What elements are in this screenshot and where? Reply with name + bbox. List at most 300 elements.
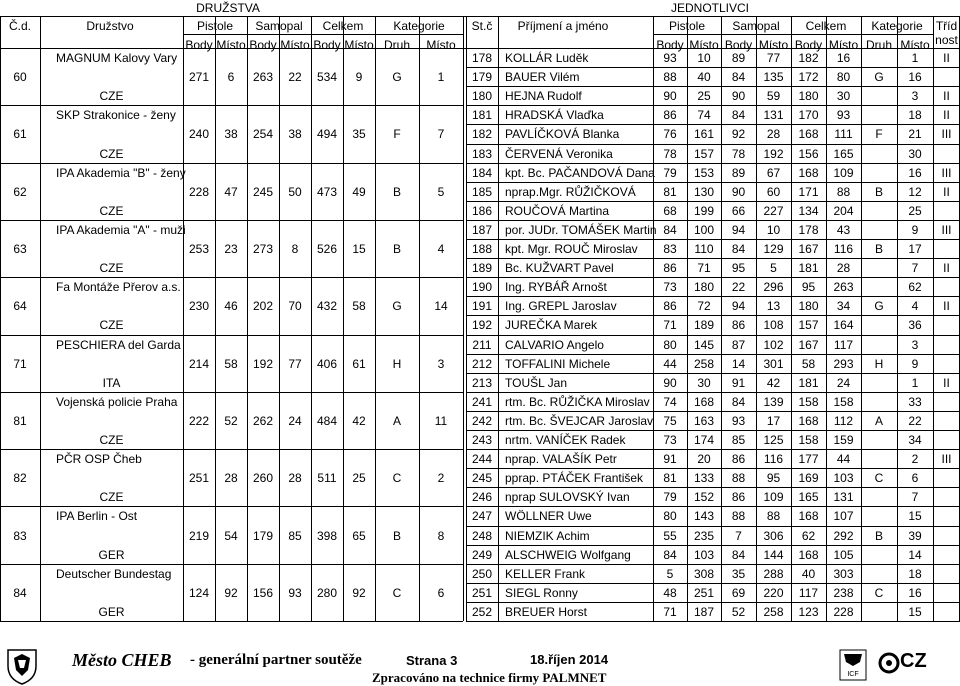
competitor-cm: 28: [836, 261, 851, 276]
competitor-pb: 88: [663, 70, 677, 85]
team-k-misto: 8: [437, 528, 445, 543]
grid-line: [466, 220, 960, 221]
section-title-individuals: JEDNOTLIVCI: [670, 1, 749, 15]
competitor-km: 16: [908, 165, 922, 180]
start-number: 251: [471, 585, 493, 600]
competitor-pb: 80: [663, 337, 677, 352]
competitor-name: SIEGL Ronny: [505, 585, 578, 600]
grid-line: [466, 201, 960, 202]
team-country: CZE: [99, 318, 124, 333]
team-country: CZE: [99, 433, 124, 447]
competitor-cb: 168: [798, 127, 819, 142]
grid-line: [466, 277, 960, 278]
section-title-teams: DRUŽSTVA: [196, 1, 260, 15]
competitor-cm: 263: [833, 280, 854, 295]
start-number: 242: [471, 413, 493, 428]
competitor-pm: 152: [693, 490, 715, 505]
competitor-pb: 81: [663, 471, 677, 486]
competitor-kd: G: [874, 70, 884, 85]
competitor-sb: 94: [731, 222, 746, 237]
team-s-body: 262: [252, 413, 274, 428]
grid-line: [466, 468, 960, 469]
footer-made-by: Zpracováno na technice firmy PALMNET: [372, 670, 607, 685]
team-k-misto: 1: [437, 70, 445, 85]
competitor-pb: 78: [663, 146, 677, 161]
competitor-cb: 168: [798, 165, 819, 180]
grid-line: [0, 564, 463, 565]
header-misto: Místo: [900, 38, 930, 52]
team-number: 84: [13, 585, 27, 600]
competitor-km: 15: [908, 604, 922, 619]
competitor-pb: 48: [663, 585, 677, 600]
team-c-misto: 9: [355, 70, 363, 85]
competitor-sb: 88: [731, 509, 746, 524]
competitor-kd: C: [874, 471, 884, 486]
team-c-misto: 35: [352, 127, 366, 142]
header-misto: Místo: [344, 38, 374, 52]
competitor-sm: 109: [763, 490, 784, 505]
header-trid: Tříd: [935, 19, 958, 33]
team-country: GER: [98, 604, 125, 619]
grid-line: [0, 506, 463, 507]
competitor-pb: 84: [663, 222, 677, 237]
team-name: Deutscher Bundestag: [56, 566, 172, 581]
header-misto: Místo: [216, 38, 246, 52]
competitor-pb: 73: [663, 280, 677, 295]
competitor-sm: 10: [766, 222, 781, 237]
competitor-cm: 131: [833, 490, 854, 505]
start-number: 212: [471, 356, 493, 371]
competitor-pb: 90: [663, 375, 677, 390]
competitor-sb: 35: [731, 566, 746, 581]
team-p-body: 222: [188, 413, 210, 428]
team-s-body: 254: [252, 127, 274, 142]
competitor-sm: 135: [763, 70, 784, 85]
header-body: Body: [185, 38, 213, 52]
competitor-sb: 22: [731, 280, 746, 295]
competitor-cm: 164: [833, 318, 854, 333]
competitor-pm: 308: [693, 566, 715, 581]
header-misto: Místo: [280, 38, 310, 52]
competitor-t: III: [941, 452, 952, 467]
header-misto: Místo: [689, 38, 719, 52]
competitor-name: KELLER Frank: [505, 566, 586, 581]
grid-line: [933, 16, 934, 621]
competitor-cb: 40: [801, 566, 816, 581]
start-number: 247: [471, 509, 493, 524]
start-number: 184: [471, 165, 493, 180]
header-samopal: Samopal: [732, 19, 780, 33]
grid-line: [466, 602, 960, 603]
competitor-name: kpt. Mgr. ROUČ Miroslav: [505, 242, 638, 256]
team-country: CZE: [99, 89, 124, 104]
start-number: 180: [471, 89, 493, 104]
team-p-misto: 28: [224, 471, 238, 486]
competitor-km: 3: [911, 337, 919, 352]
competitor-name: NIEMZIK Achim: [505, 528, 590, 543]
start-number: 211: [472, 337, 492, 352]
competitor-pm: 20: [697, 452, 711, 467]
competitor-kd: C: [874, 585, 884, 600]
team-k-druh: B: [392, 528, 401, 543]
competitor-sb: 78: [731, 146, 746, 161]
competitor-km: 30: [908, 146, 922, 161]
team-c-body: 511: [317, 471, 337, 486]
competitor-cm: 103: [833, 471, 854, 486]
start-number: 181: [471, 108, 493, 123]
competitor-cm: 228: [833, 604, 854, 619]
team-name: IPA Akademia "B" - ženy: [56, 165, 186, 180]
competitor-pb: 86: [663, 108, 677, 123]
competitor-pb: 44: [663, 356, 677, 371]
competitor-cb: 180: [798, 89, 819, 104]
competitor-cm: 292: [833, 528, 854, 543]
competitor-kd: H: [874, 356, 884, 371]
competitor-sm: 192: [763, 146, 784, 161]
grid-line: [466, 315, 960, 316]
cz-logo-icon: [878, 652, 900, 674]
team-k-druh: B: [392, 184, 401, 199]
competitor-pm: 187: [693, 604, 715, 619]
competitor-cb: 177: [798, 452, 819, 467]
team-c-misto: 61: [352, 356, 366, 371]
competitor-sb: 14: [731, 356, 746, 371]
team-p-body: 124: [188, 585, 210, 600]
competitor-cb: 168: [798, 509, 819, 524]
team-c-misto: 25: [352, 471, 366, 486]
grid-line: [466, 564, 960, 565]
competitor-cm: 105: [833, 547, 854, 562]
competitor-sm: 95: [766, 471, 781, 486]
competitor-km: 1: [911, 375, 919, 390]
competitor-pm: 100: [693, 222, 715, 237]
competitor-name: ČERVENÁ Veronika: [505, 146, 613, 161]
grid-line: [0, 449, 463, 450]
grid-line: [466, 335, 960, 336]
team-p-misto: 46: [224, 299, 238, 314]
competitor-cm: 159: [833, 433, 854, 447]
header-body: Body: [724, 38, 753, 52]
start-number: 213: [471, 375, 493, 390]
competitor-cb: 62: [801, 528, 816, 543]
competitor-sb: 84: [731, 394, 746, 409]
team-s-body: 260: [252, 471, 274, 486]
competitor-km: 17: [908, 242, 922, 256]
competitor-name: HEJNA Rudolf: [505, 89, 582, 104]
competitor-name: KOLLÁR Luděk: [505, 51, 589, 65]
team-number: 61: [13, 127, 27, 142]
competitor-cb: 170: [798, 108, 819, 123]
team-s-misto: 85: [288, 528, 302, 543]
competitor-cb: 180: [798, 299, 819, 314]
competitor-t: III: [941, 165, 952, 180]
competitor-km: 9: [911, 356, 919, 371]
header-kategorie: Kategorie: [871, 19, 923, 33]
start-number: 190: [471, 280, 493, 295]
competitor-sm: 129: [763, 242, 784, 256]
grid-line: [466, 545, 960, 546]
team-c-body: 280: [316, 585, 338, 600]
competitor-cb: 123: [798, 604, 819, 619]
competitor-pm: 103: [693, 547, 715, 562]
competitor-kd: B: [874, 184, 883, 199]
competitor-sb: 90: [731, 184, 746, 199]
team-p-misto: 54: [224, 528, 238, 543]
team-country: CZE: [99, 146, 124, 161]
competitor-cb: 182: [798, 51, 819, 65]
team-s-body: 263: [252, 70, 274, 85]
competitor-cb: 95: [801, 280, 816, 295]
cz-logo-text: CZ: [900, 650, 927, 672]
start-number: 189: [471, 261, 493, 276]
team-name: PČR OSP Čheb: [56, 452, 142, 467]
competitor-pm: 189: [693, 318, 715, 333]
competitor-pb: 55: [663, 528, 677, 543]
competitor-sm: 13: [766, 299, 781, 314]
competitor-pm: 199: [693, 203, 715, 218]
header-nost: nost: [935, 33, 958, 47]
team-p-misto: 52: [224, 413, 238, 428]
competitor-name: nrtm. VANÍČEK Radek: [505, 433, 626, 447]
team-s-misto: 93: [288, 585, 302, 600]
competitor-t: II: [943, 184, 950, 199]
competitor-sm: 288: [763, 566, 784, 581]
team-k-druh: A: [392, 413, 401, 428]
team-c-body: 432: [316, 299, 338, 314]
competitor-cb: 181: [798, 375, 819, 390]
grid-line: [466, 144, 960, 145]
competitor-cm: 158: [833, 394, 854, 409]
team-s-misto: 38: [288, 127, 302, 142]
team-k-druh: B: [392, 242, 401, 256]
team-name: Fa Montáže Přerov a.s.: [56, 280, 181, 295]
footer-city: Město CHEB: [72, 650, 172, 670]
competitor-sb: 86: [731, 318, 746, 333]
competitor-sm: 125: [763, 433, 784, 447]
team-name: IPA Berlin - Ost: [56, 509, 138, 524]
competitor-pm: 110: [694, 242, 714, 256]
team-c-body: 526: [316, 242, 338, 256]
competitor-sb: 89: [731, 51, 746, 65]
competitor-kd: B: [874, 242, 883, 256]
competitor-sm: 67: [766, 165, 781, 180]
svg-text:ICF: ICF: [847, 671, 859, 678]
competitor-pm: 157: [693, 146, 715, 161]
grid-line: [466, 449, 960, 450]
team-k-misto: 11: [434, 413, 448, 428]
header-celkem: Celkem: [322, 19, 364, 33]
competitor-sb: 85: [731, 433, 746, 447]
page-footer: [0, 650, 960, 686]
team-country: CZE: [99, 490, 124, 505]
competitor-pm: 143: [693, 509, 715, 524]
competitor-sb: 95: [731, 261, 746, 276]
competitor-pb: 84: [663, 547, 677, 562]
competitor-pm: 74: [697, 108, 711, 123]
competitor-pm: 251: [693, 585, 715, 600]
competitor-pb: 79: [663, 165, 677, 180]
team-k-misto: 2: [437, 471, 445, 486]
competitor-cm: 80: [836, 70, 851, 85]
competitor-t: III: [941, 127, 952, 142]
team-s-body: 202: [252, 299, 274, 314]
team-c-body: 406: [316, 356, 338, 371]
start-number: 187: [471, 222, 493, 237]
competitor-cm: 204: [833, 203, 854, 218]
team-s-body: 192: [252, 356, 274, 371]
competitor-sb: 69: [731, 585, 746, 600]
header-body: Body: [313, 38, 341, 52]
competitor-km: 6: [911, 471, 919, 486]
header-pistole: Pistole: [668, 19, 706, 33]
competitor-cm: 30: [836, 89, 851, 104]
competitor-cb: 168: [798, 413, 819, 428]
competitor-km: 25: [908, 203, 922, 218]
grid-line: [466, 506, 960, 507]
competitor-km: 18: [908, 566, 922, 581]
competitor-pb: 75: [663, 413, 677, 428]
competitor-sb: 7: [735, 528, 742, 543]
competitor-name: ALSCHWEIG Wolfgang: [505, 547, 631, 562]
competitor-sb: 66: [731, 203, 746, 218]
competitor-sm: 301: [763, 356, 784, 371]
competitor-pm: 258: [693, 356, 715, 371]
competitor-cm: 24: [836, 375, 851, 390]
competitor-pm: 163: [693, 413, 715, 428]
competitor-pb: 68: [663, 203, 677, 218]
team-k-druh: G: [392, 299, 402, 314]
competitor-cb: 169: [798, 471, 819, 486]
team-p-body: 271: [188, 70, 210, 85]
competitor-t: III: [941, 222, 952, 237]
team-c-body: 534: [316, 70, 338, 85]
start-number: 245: [471, 471, 493, 486]
start-number: 182: [471, 127, 493, 142]
competitor-cb: 181: [798, 261, 819, 276]
competitor-cb: 165: [798, 490, 819, 505]
header-misto: Místo: [758, 38, 789, 52]
competitor-pb: 93: [663, 51, 677, 65]
competitor-sm: 296: [763, 280, 784, 295]
competitor-cm: 112: [833, 413, 854, 428]
competitor-name: JUREČKA Marek: [505, 318, 598, 333]
competitor-cb: 158: [798, 394, 819, 409]
team-name: IPA Akademia "A" - muži: [56, 222, 186, 237]
competitor-km: 7: [911, 490, 919, 505]
competitor-sm: 42: [766, 375, 781, 390]
competitor-cm: 34: [836, 299, 851, 314]
header-misto: Místo: [828, 38, 859, 52]
grid-line: [466, 67, 960, 68]
grid-line: [466, 621, 960, 622]
competitor-pm: 153: [693, 165, 715, 180]
team-k-misto: 4: [437, 242, 445, 256]
team-p-body: 230: [188, 299, 210, 314]
team-country: CZE: [99, 261, 124, 276]
competitor-pm: 30: [697, 375, 711, 390]
team-number: 62: [13, 184, 27, 199]
competitor-sb: 92: [731, 127, 746, 142]
competitor-t: II: [943, 299, 950, 314]
competitor-sb: 94: [731, 299, 746, 314]
team-p-body: 251: [188, 471, 210, 486]
competitor-name: nprap SULOVSKÝ Ivan: [505, 490, 630, 505]
start-number: 183: [471, 146, 493, 161]
competitor-pb: 86: [663, 299, 677, 314]
team-k-misto: 3: [437, 356, 445, 371]
team-k-druh: H: [392, 356, 402, 371]
team-k-druh: C: [392, 471, 402, 486]
team-c-body: 398: [316, 528, 338, 543]
grid-line: [466, 258, 960, 259]
team-s-misto: 22: [288, 70, 302, 85]
team-p-body: 253: [188, 242, 210, 256]
start-number: 192: [471, 318, 493, 333]
team-k-misto: 7: [437, 127, 445, 142]
competitor-sm: 60: [766, 184, 781, 199]
competitor-name: por. JUDr. TOMÁŠEK Martin: [505, 222, 657, 237]
competitor-pb: 90: [663, 89, 677, 104]
competitor-name: TOFFALINI Michele: [505, 356, 611, 371]
header-pistole: Pistole: [196, 19, 234, 33]
grid-line: [0, 48, 960, 49]
start-number: 246: [471, 490, 493, 505]
competitor-cb: 157: [798, 318, 819, 333]
competitor-name: rtm. Bc. RŮŽIČKA Miroslav: [505, 394, 650, 409]
competitor-name: rtm. Bc. ŠVEJCAR Jaroslav: [505, 413, 654, 428]
competitor-km: 39: [908, 528, 922, 543]
team-c-misto: 49: [352, 184, 366, 199]
header-samopal: Samopal: [255, 19, 303, 33]
competitor-pm: 130: [693, 184, 715, 199]
competitor-cm: 109: [833, 165, 854, 180]
competitor-pm: 168: [693, 394, 715, 409]
footer-page: Strana 3: [406, 653, 458, 668]
competitor-sb: 90: [731, 89, 746, 104]
competitor-km: 21: [908, 127, 922, 142]
team-number: 64: [13, 299, 27, 314]
competitor-sb: 84: [731, 108, 746, 123]
team-p-misto: 6: [227, 70, 235, 85]
competitor-name: CALVARIO Angelo: [505, 337, 604, 352]
start-number: 241: [471, 394, 493, 409]
competitor-pb: 76: [663, 127, 677, 142]
competitor-sb: 86: [731, 452, 746, 467]
team-p-misto: 92: [224, 585, 238, 600]
competitor-km: 16: [908, 70, 922, 85]
grid-line: [466, 239, 960, 240]
team-c-body: 473: [316, 184, 338, 199]
competitor-cm: 44: [836, 452, 851, 467]
competitor-cb: 167: [798, 337, 819, 352]
competitor-cb: 178: [798, 222, 819, 237]
team-k-misto: 14: [434, 299, 448, 314]
header-druh: Druh: [383, 38, 410, 52]
icf-emblem-icon: [836, 648, 870, 684]
competitor-pb: 74: [663, 394, 677, 409]
start-number: 186: [471, 203, 493, 218]
competitor-sm: 28: [766, 127, 781, 142]
grid-line: [466, 86, 960, 87]
start-number: 244: [471, 452, 493, 467]
grid-line: [0, 277, 463, 278]
team-k-misto: 6: [437, 585, 445, 600]
competitor-t: II: [943, 108, 950, 123]
competitor-pb: 73: [663, 433, 677, 447]
team-c-misto: 15: [352, 242, 366, 256]
competitor-km: 33: [908, 394, 922, 409]
grid-line: [0, 335, 463, 336]
